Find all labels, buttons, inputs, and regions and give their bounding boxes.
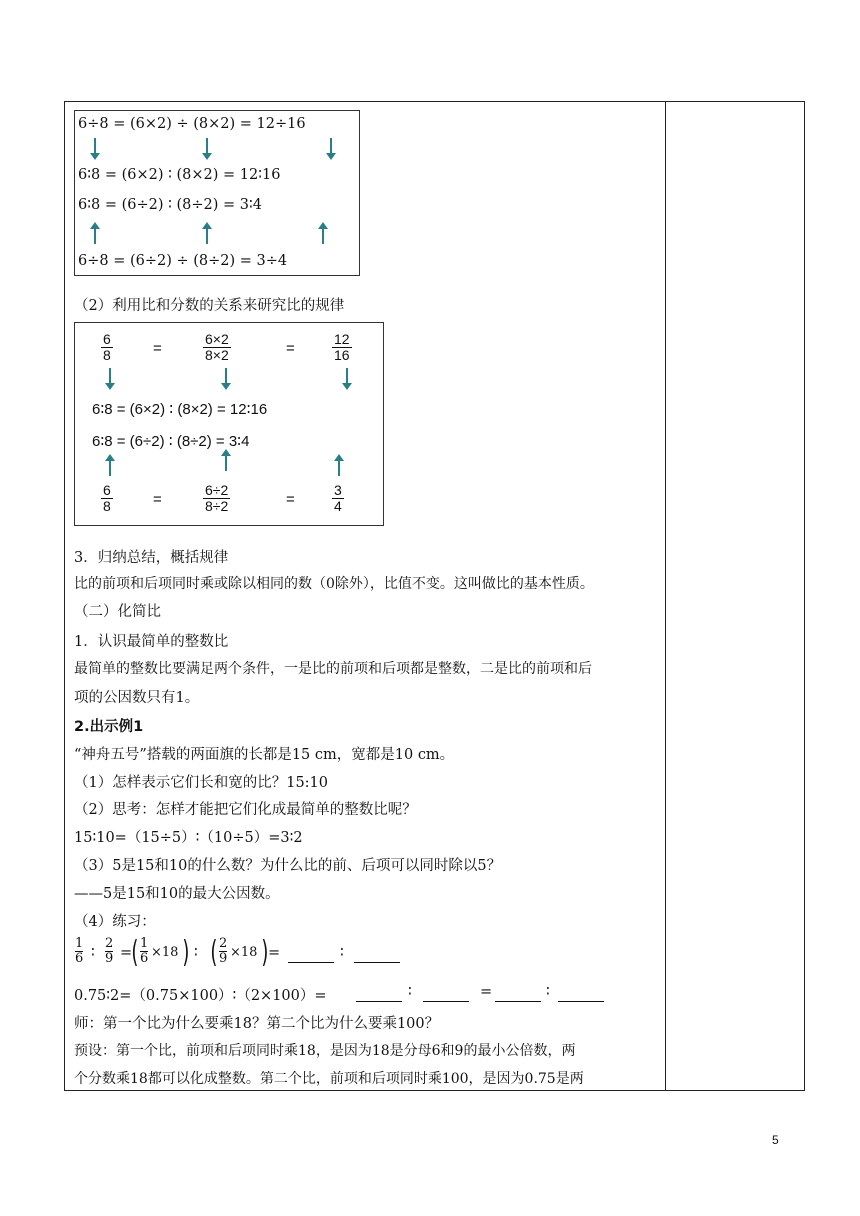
- down-arrow-icon: [225, 368, 227, 384]
- up-arrow-icon: [225, 455, 227, 471]
- down-arrow-icon: [330, 138, 332, 154]
- equals-sign: =: [120, 945, 133, 961]
- fraction-6-8: $\frac{6}{8}$: [103, 482, 111, 514]
- question-2: （2）思考：怎样才能把它们化成最简单的整数比呢？: [74, 802, 417, 818]
- diagram1-row2: 6∶8 = (6×2) ∶ (8×2) = 12∶16: [78, 167, 281, 183]
- fraction-1-6: $\frac{1}{6}$: [140, 936, 149, 966]
- multiply-18: ×18: [230, 945, 258, 960]
- fraction-3-4: $\frac{3}{4}$: [334, 482, 342, 514]
- summary-heading: 3．归纳总结，概括规律: [74, 550, 229, 566]
- ratio-division-diagram: [74, 110, 360, 276]
- down-arrow-icon: [94, 138, 96, 154]
- diagram2-row3: 6∶8 = (6÷2) ∶ (8÷2) = 3∶4: [92, 433, 250, 450]
- up-arrow-icon: [338, 460, 340, 476]
- up-arrow-icon: [206, 228, 208, 244]
- left-paren: (: [210, 935, 218, 970]
- multiply-18: ×18: [151, 945, 179, 960]
- diagram1-row4: 6÷8 = (6÷2) ÷ (8÷2) = 3÷4: [78, 253, 288, 269]
- equals-sign: =: [268, 945, 281, 961]
- page-number: 5: [772, 1133, 779, 1147]
- fraction-2-9: $\frac{2}{9}$: [105, 936, 114, 966]
- down-arrow-icon: [109, 368, 111, 384]
- ratio-colon: ∶: [546, 984, 550, 1000]
- expected-answer: 预设：第一个比，前项和后项同时乘18，是因为18是分母6和9的最小公倍数，两: [74, 1043, 576, 1059]
- teacher-question: 师：第一个比为什么要乘18？第二个比为什么要乘100？: [74, 1016, 440, 1032]
- left-paren: (: [131, 935, 139, 970]
- example-text: “神舟五号”搭载的两面旗的长都是15 cm，宽都是10 cm。: [74, 747, 455, 763]
- up-arrow-icon: [322, 228, 324, 244]
- answer-blank[interactable]: [558, 987, 604, 1002]
- equals-sign: =: [153, 340, 162, 357]
- decimal-ratio-equation: 0.75∶2=（0.75×100）∶（2×100）=: [74, 988, 327, 1004]
- fraction-6-8: $\frac{6}{8}$: [103, 331, 111, 363]
- fraction-1-6: $\frac{1}{6}$: [75, 936, 84, 966]
- ratio-colon: ∶: [408, 984, 412, 1000]
- simplest-ratio-heading: 1．认识最简单的整数比: [74, 634, 229, 650]
- question-1: （1）怎样表示它们长和宽的比？15:10: [74, 775, 329, 791]
- ratio-colon: ∶: [340, 945, 344, 961]
- fraction-6x2-8x2: $\frac{6\times 2}{8\times 2}$: [205, 331, 229, 363]
- table-column-divider: [665, 101, 666, 1091]
- answer-blank[interactable]: [495, 987, 541, 1002]
- diagram1-row1: 6÷8 = (6×2) ÷ (8×2) = 12÷16: [78, 116, 306, 132]
- right-paren: ): [182, 935, 190, 970]
- simplify-equation: 15∶10=（15÷5）∶（10÷5）=3∶2: [74, 830, 303, 846]
- basic-property-text: 比的前项和后项同时乘或除以相同的数（0除外），比值不变。这叫做比的基本性质。: [74, 576, 594, 592]
- equals-sign: =: [286, 340, 295, 357]
- answer-gcd: ——5是15和10的最大公因数。: [74, 886, 280, 902]
- answer-blank[interactable]: [354, 948, 400, 963]
- answer-blank[interactable]: [423, 987, 469, 1002]
- diagram1-row3: 6∶8 = (6÷2) ∶ (8÷2) = 3∶4: [78, 197, 263, 213]
- down-arrow-icon: [206, 138, 208, 154]
- down-arrow-icon: [346, 368, 348, 384]
- ratio-colon: ∶: [91, 945, 95, 961]
- simplest-ratio-text: 最简单的整数比要满足两个条件，一是比的前项和后项都是整数，二是比的前项和后: [74, 661, 592, 677]
- up-arrow-icon: [109, 460, 111, 476]
- simplify-ratio-heading: （二）化简比: [74, 604, 161, 620]
- answer-blank[interactable]: [356, 987, 402, 1002]
- fraction-12-16: $\frac{12}{16}$: [334, 331, 350, 363]
- example-heading: 2.出示例1: [74, 719, 144, 735]
- right-paren: ): [261, 935, 269, 970]
- diagram2-row2: 6∶8 = (6×2) ∶ (8×2) = 12∶16: [92, 401, 268, 418]
- equals-sign: =: [480, 984, 493, 1000]
- fraction-2-9: $\frac{2}{9}$: [219, 936, 228, 966]
- simplest-ratio-text-cont: 项的公因数只有1。: [74, 690, 200, 706]
- ratio-colon: ∶: [194, 945, 198, 961]
- question-3: （3）5是15和10的什么数？为什么比的前、后项可以同时除以5？: [74, 858, 502, 874]
- expected-answer-cont: 个分数乘18都可以化成整数。第二个比，前项和后项同时乘100，是因为0.75是两: [74, 1071, 584, 1087]
- equals-sign: =: [286, 491, 295, 508]
- up-arrow-icon: [94, 228, 96, 244]
- fraction-6d2-8d2: $\frac{6\div 2}{8\div 2}$: [205, 482, 229, 514]
- answer-blank[interactable]: [288, 948, 334, 963]
- equals-sign: =: [153, 491, 162, 508]
- practice-heading: （4）练习：: [74, 914, 156, 930]
- section-heading-fraction: （2）利用比和分数的关系来研究比的规律: [74, 298, 345, 314]
